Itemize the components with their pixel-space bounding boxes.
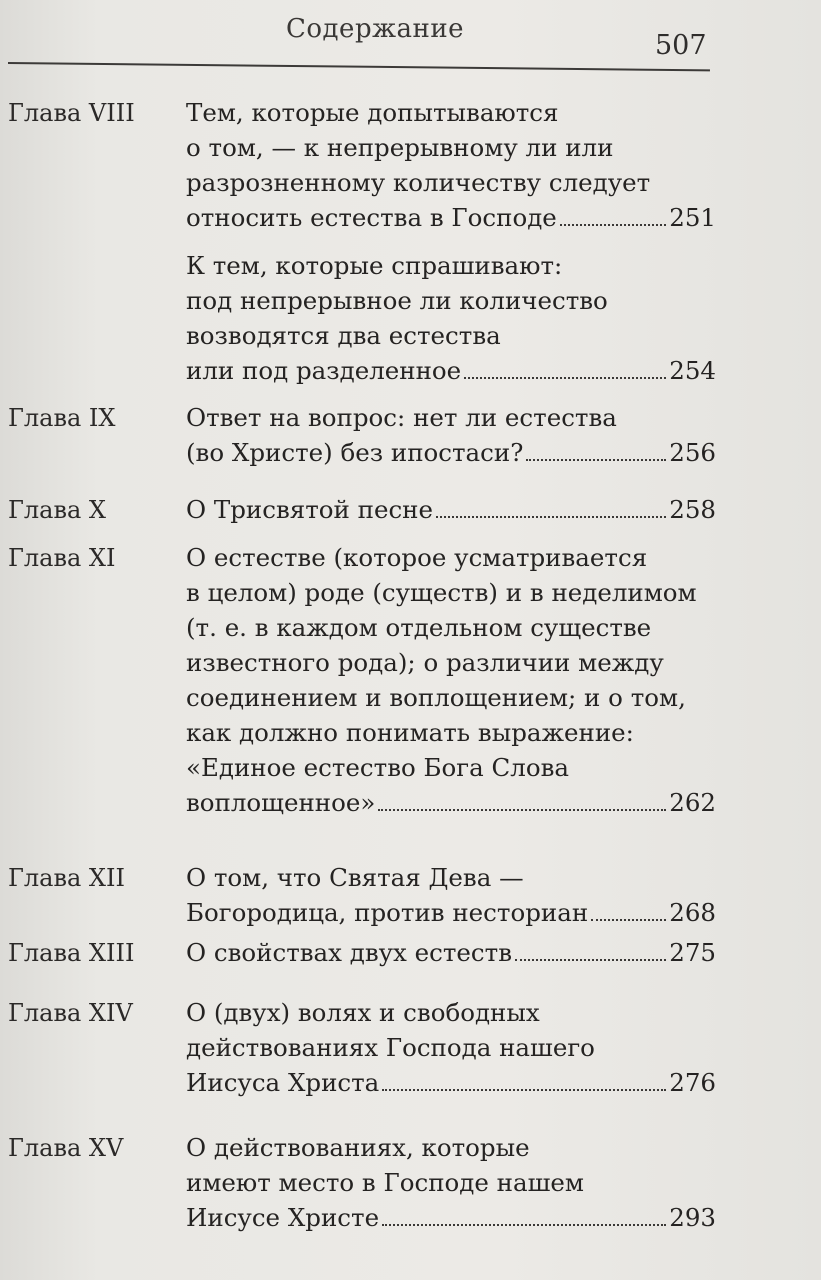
entry-page-number: 251	[669, 203, 716, 232]
entry-title-line: О естестве (которое усматривается	[186, 543, 648, 572]
toc-entry	[186, 400, 716, 470]
dot-leader	[382, 1084, 666, 1091]
entry-title-line: Иисусе Христе	[186, 1203, 380, 1232]
entry-last-line	[186, 1200, 716, 1235]
toc-entry	[186, 248, 716, 388]
entry-page-number: 276	[669, 1068, 716, 1097]
dot-leader	[436, 511, 666, 518]
entry-last-line	[186, 895, 716, 930]
entry-title-line: имеют место в Господе нашем	[186, 1168, 584, 1197]
dot-leader	[378, 804, 666, 811]
entry-title-line: возводятся два естества	[186, 321, 501, 350]
entry-title-line: «Единое естество Бога Слова	[186, 753, 569, 782]
entry-title-line: под непрерывное ли количество	[186, 286, 608, 315]
entry-page-number: 262	[669, 788, 716, 817]
entry-page-number: 258	[669, 495, 716, 524]
entry-last-line	[186, 353, 716, 388]
dot-leader	[464, 372, 666, 379]
entry-last-line	[186, 492, 716, 527]
entry-page-number: 293	[669, 1203, 716, 1232]
entry-title-line: Ответ на вопрос: нет ли естества	[186, 403, 617, 432]
chapter-label: Глава XI	[8, 544, 116, 572]
entry-title-line: известного рода); о различии между	[186, 648, 664, 677]
entry-last-line	[186, 200, 716, 235]
entry-title-line: (т. е. в каждом отдельном существе	[186, 613, 652, 642]
entry-title-line: действованиях Господа нашего	[186, 1033, 595, 1062]
entry-page-number: 254	[669, 356, 716, 385]
toc-entry	[186, 95, 716, 235]
entry-title-line: О действованиях, которые	[186, 1133, 530, 1162]
dot-leader	[591, 914, 666, 921]
toc-entry	[186, 492, 716, 527]
entry-title-line: Иисуса Христа	[186, 1068, 380, 1097]
toc-entry	[186, 540, 716, 820]
dot-leader	[382, 1219, 666, 1226]
entry-title-line: Тем, которые допытываются	[186, 98, 559, 127]
entry-page-number: 256	[669, 438, 716, 467]
entry-title-line: К тем, которые спрашивают:	[186, 251, 563, 280]
chapter-label: Глава X	[8, 496, 106, 524]
page-number: 507	[655, 30, 707, 61]
chapter-label: Глава XII	[8, 864, 125, 892]
chapter-label: Глава XV	[8, 1134, 124, 1162]
chapter-label: Глава IX	[8, 404, 116, 432]
dot-leader	[526, 454, 666, 461]
chapter-label: Глава XIV	[8, 999, 133, 1027]
dot-leader	[515, 954, 666, 961]
entry-title-line: разрозненному количеству следует	[186, 168, 651, 197]
running-header-title: Содержание	[286, 14, 465, 44]
entry-title-line: О (двух) волях и свободных	[186, 998, 540, 1027]
entry-last-line	[186, 785, 716, 820]
header-rule	[8, 62, 710, 71]
entry-title-line: как должно понимать выражение:	[186, 718, 634, 747]
toc-entry	[186, 995, 716, 1100]
toc-entry	[186, 935, 716, 970]
entry-title-line: относить естества в Господе	[186, 203, 557, 232]
toc-entry	[186, 860, 716, 930]
toc-entry	[186, 1130, 716, 1235]
entry-last-line	[186, 435, 716, 470]
entry-title-line: соединением и воплощением; и о том,	[186, 683, 686, 712]
entry-title-line: О том, что Святая Дева —	[186, 863, 524, 892]
entry-last-line	[186, 935, 716, 970]
entry-title-line: о том, — к непрерывному ли или	[186, 133, 614, 162]
entry-page-number: 275	[669, 938, 716, 967]
entry-title-line: (во Христе) без ипостаси?	[186, 438, 524, 467]
chapter-label: Глава VIII	[8, 99, 135, 127]
entry-title-line: в целом) роде (существ) и в неделимом	[186, 578, 697, 607]
entry-title-line: Богородица, против несториан	[186, 898, 589, 927]
chapter-label: Глава XIII	[8, 939, 135, 967]
entry-last-line	[186, 1065, 716, 1100]
entry-title-line: О свойствах двух естеств	[186, 938, 512, 967]
entry-page-number: 268	[669, 898, 716, 927]
entry-title-line: О Трисвятой песне	[186, 495, 433, 524]
entry-title-line: воплощенное»	[186, 788, 376, 817]
dot-leader	[560, 219, 666, 226]
entry-title-line: или под разделенное	[186, 356, 462, 385]
